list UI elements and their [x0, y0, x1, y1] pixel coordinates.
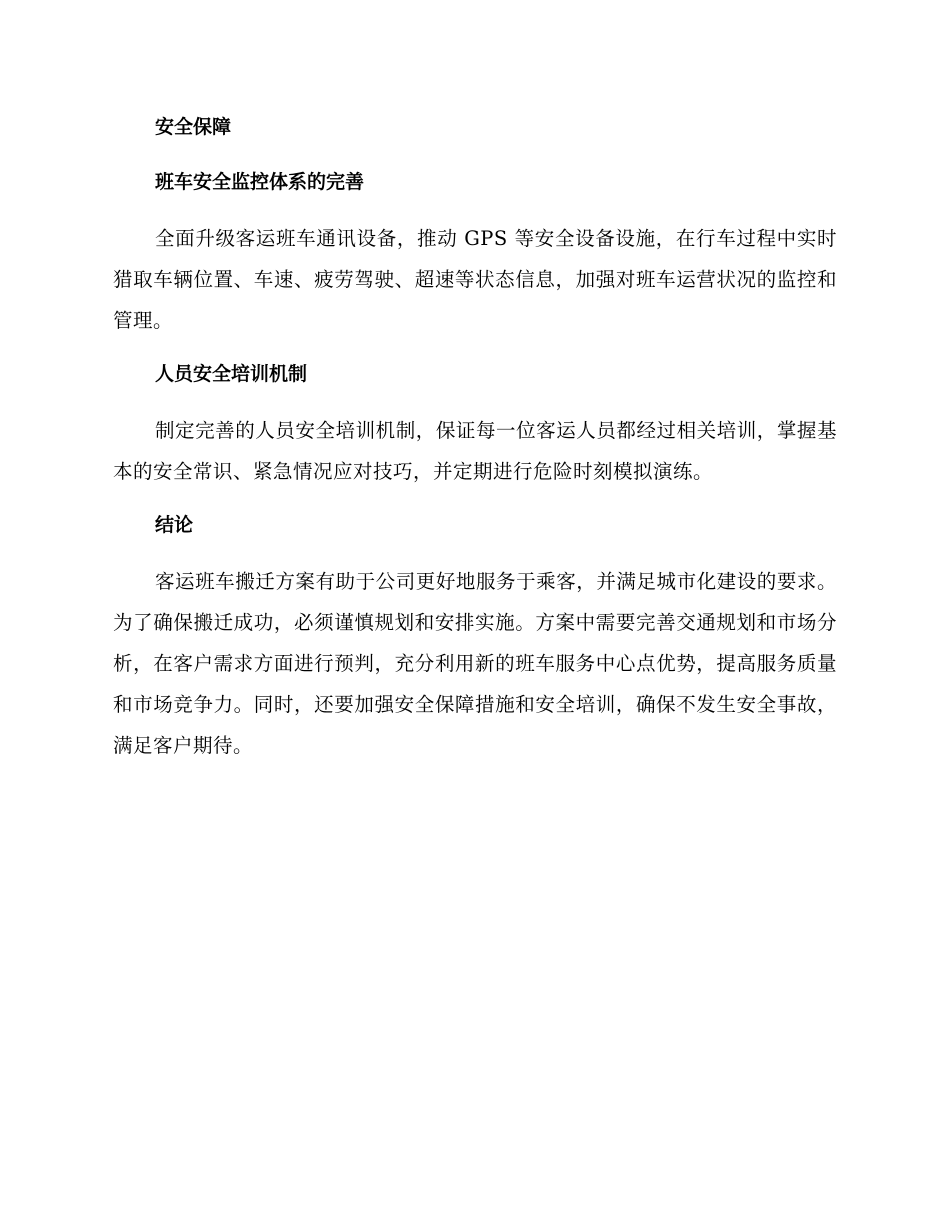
- document-body: [113, 108, 837, 780]
- section-heading-safety: 安全保障: [155, 116, 232, 138]
- subheading-training-mechanism: 人员安全培训机制: [155, 363, 308, 385]
- paragraph-monitoring: 全面升级客运班车通讯设备，推动 GPS 等安全设备设施，在行车过程中实时猎取车辆位置、车速、疲劳驾驶、超速等状态信息，加强对班车运营状况的监控和管理。: [113, 227, 837, 332]
- subheading-monitoring-system: 班车安全监控体系的完善: [155, 171, 365, 193]
- section-heading-conclusion: 结论: [155, 514, 194, 536]
- paragraph-training: 制定完善的人员安全培训机制，保证每一位客运人员都经过相关培训，掌握基本的安全常识、紧急情况应对技巧，并定期进行危险时刻模拟演练。: [113, 419, 837, 483]
- paragraph-conclusion: 客运班车搬迁方案有助于公司更好地服务于乘客，并满足城市化建设的要求。为了确保搬迁成功，必须谨慎规划和安排实施。方案中需要完善交通规划和市场分析，在客户需求方面进行预判，充分利用新的班车服务中心点优势，提高服务质量和市场竞争力。同时，还要加强安全保障措施和安全培训，确保不发生安全事故，满足客户期待。: [113, 570, 837, 757]
